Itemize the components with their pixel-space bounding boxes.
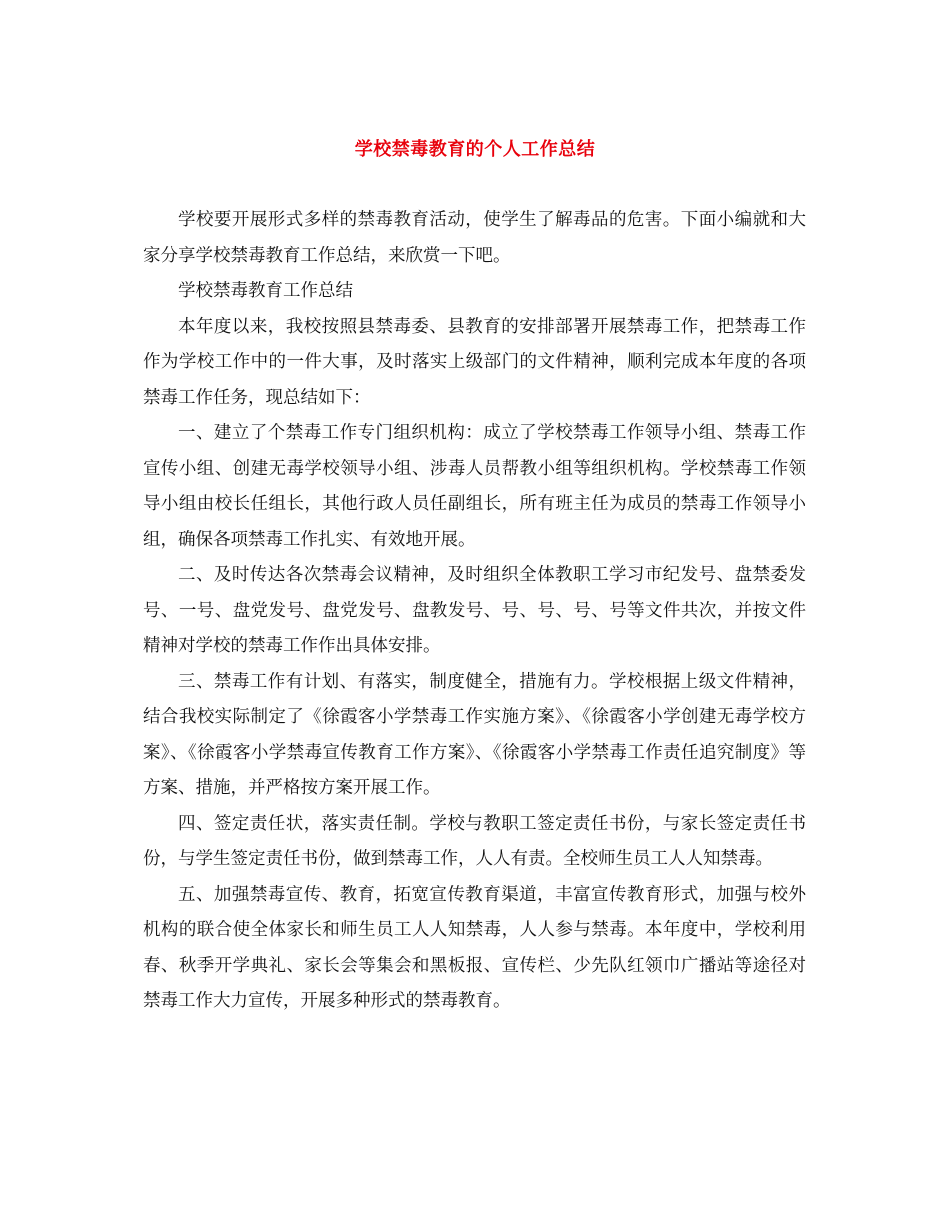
item-five-paragraph: 五、加强禁毒宣传、教育，拓宽宣传教育渠道，丰富宣传教育形式，加强与校外机构的联合使全体家长和师生员工人人知禁毒，人人参与禁毒。本年度中，学校利用春、秋季开学典礼、家长会等集会和黑板报、宣传栏、少先队红领巾广播站等途径对禁毒工作大力宣传，开展多种形式的禁毒教育。 — [143, 884, 806, 1011]
intro-paragraph: 学校要开展形式多样的禁毒教育活动，使学生了解毒品的危害。下面小编就和大家分享学校禁毒教育工作总结，来欣赏一下吧。 — [143, 210, 806, 266]
item-one-paragraph: 一、建立了个禁毒工作专门组织机构：成立了学校禁毒工作领导小组、禁毒工作宣传小组、创建无毒学校领导小组、涉毒人员帮教小组等组织机构。学校禁毒工作领导小组由校长任组长，其他行政人员任副组长，所有班主任为成员的禁毒工作领导小组，确保各项禁毒工作扎实、有效地开展。 — [143, 423, 806, 550]
document-body — [143, 203, 806, 1020]
item-two-paragraph: 二、及时传达各次禁毒会议精神，及时组织全体教职工学习市纪发号、盘禁委发号、一号、盘党发号、盘党发号、盘教发号、号、号、号、号等文件共次，并按文件精神对学校的禁毒工作作出具体安排。 — [143, 565, 806, 656]
section-heading: 学校禁毒教育工作总结 — [178, 281, 353, 301]
item-four-paragraph: 四、签定责任状，落实责任制。学校与教职工签定责任书份，与家长签定责任书份，与学生签定责任书份，做到禁毒工作，人人有责。全校师生员工人人知禁毒。 — [143, 813, 806, 869]
document-title: 学校禁毒教育的个人工作总结 — [354, 139, 596, 160]
item-three-paragraph: 三、禁毒工作有计划、有落实，制度健全，措施有力。学校根据上级文件精神，结合我校实际制定了《徐霞客小学禁毒工作实施方案》、《徐霞客小学创建无毒学校方案》、《徐霞客小学禁毒宣传教育工作方案》、《徐霞客小学禁毒工作责任追究制度》等方案、措施，并严格按方案开展工作。 — [143, 671, 806, 798]
overview-paragraph: 本年度以来，我校按照县禁毒委、县教育的安排部署开展禁毒工作，把禁毒工作作为学校工作中的一件大事，及时落实上级部门的文件精神，顺利完成本年度的各项禁毒工作任务，现总结如下： — [143, 316, 806, 408]
